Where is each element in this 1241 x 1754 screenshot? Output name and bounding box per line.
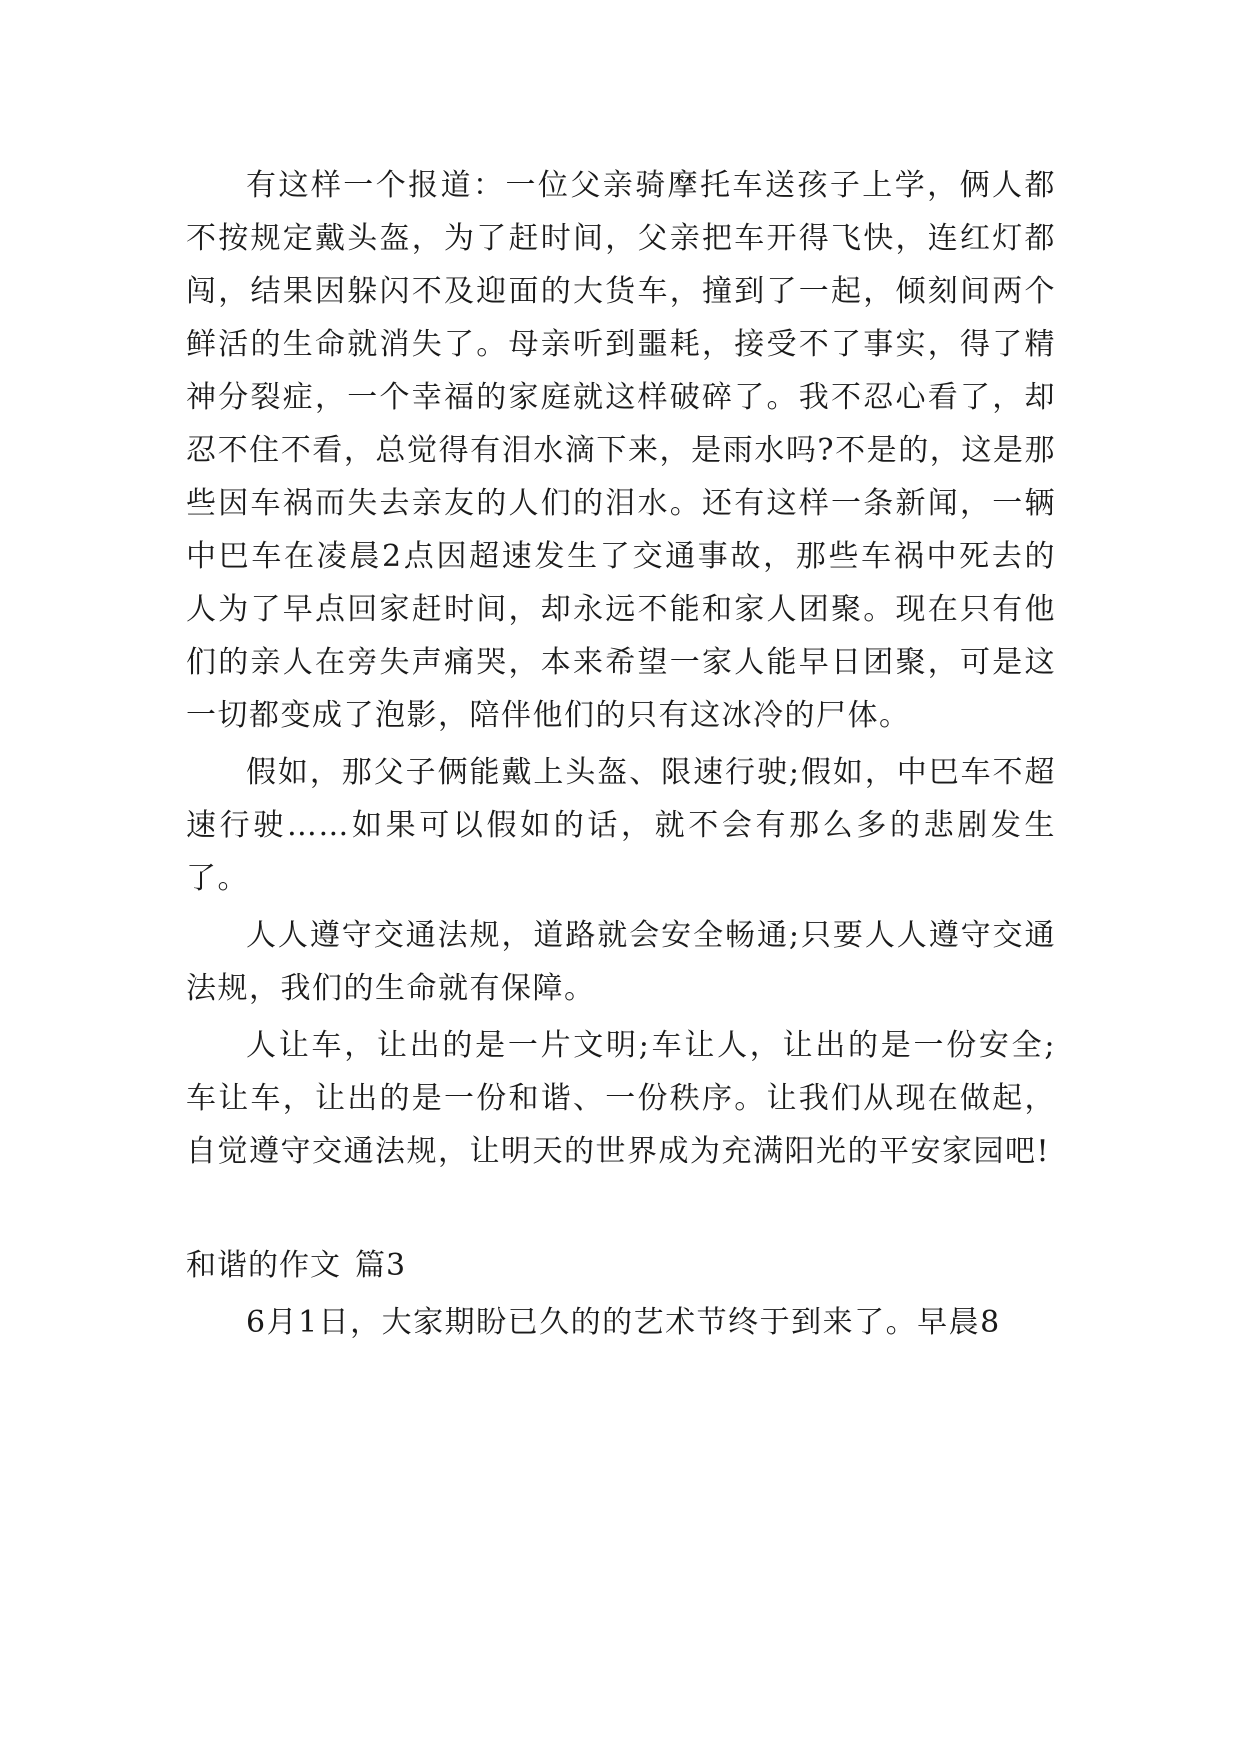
section-title-number: 篇3 — [355, 1248, 407, 1283]
paragraph-traffic-report: 有这样一个报道：一位父亲骑摩托车送孩子上学，俩人都不按规定戴头盔，为了赶时间，父亲把车开得飞快，连红灯都闯，结果因躲闪不及迎面的大货车，撞到了一起，倾刻间两个鲜活的生命就消失了。母亲听到噩耗，接受不了事实，得了精神分裂症，一个幸福的家庭就这样破碎了。我不忍心看了，却忍不住不看，总觉得有泪水滴下来，是雨水吗?不是的，这是那些因车祸而失去亲友的人们的泪水。还有这样一条新闻，一辆中巴车在凌晨2点因超速发生了交通事故，那些车祸中死去的人为了早点回家赶时间，却永远不能和家人团聚。现在只有他们的亲人在旁失声痛哭，本来希望一家人能早日团聚，可是这一切都变成了泡影，陪伴他们的只有这冰冷的尸体。 — [186, 168, 1056, 733]
paragraph-art-festival: 6月1日，大家期盼已久的的艺术节终于到来了。早晨8 — [246, 1305, 1001, 1340]
paragraph-yield-conclusion: 人让车，让出的是一片文明;车让人，让出的是一份安全;车让车，让出的是一份和谐、一份秩序。让我们从现在做起，自觉遵守交通法规，让明天的世界成为充满阳光的平安家园吧! — [186, 1028, 1056, 1169]
section-title-text: 和谐的作文 — [186, 1248, 341, 1283]
document-body — [186, 159, 1056, 1349]
paragraph-if-only: 假如，那父子俩能戴上头盔、限速行驶;假如，中巴车不超速行驶……如果可以假如的话，就不会有那么多的悲剧发生了。 — [186, 755, 1056, 896]
section-title — [186, 1239, 1056, 1292]
paragraph-obey-rules: 人人遵守交通法规，道路就会安全畅通;只要人人遵守交通法规，我们的生命就有保障。 — [186, 918, 1056, 1006]
